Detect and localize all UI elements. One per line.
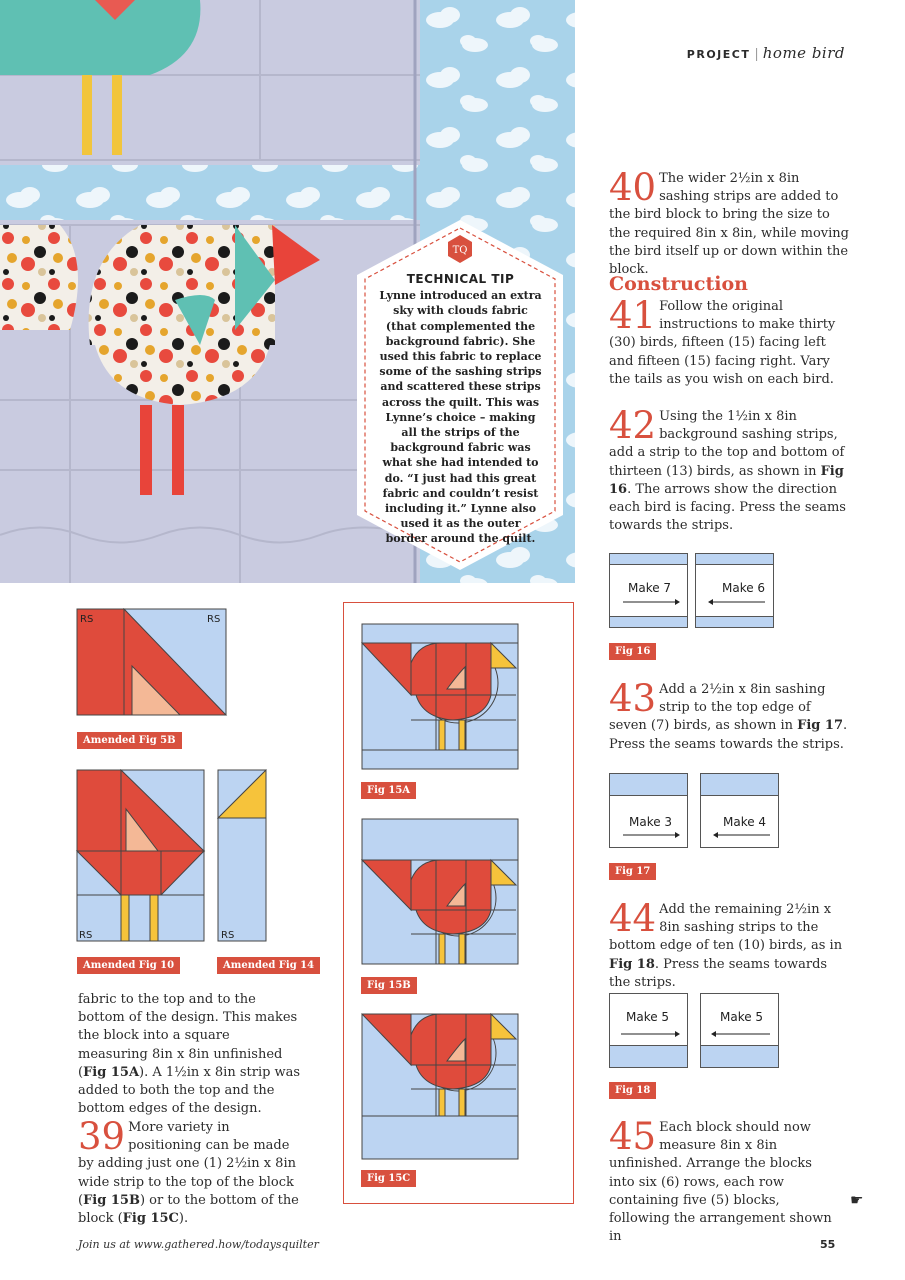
project-title: home bird <box>762 44 845 62</box>
step-text: Follow the original instructions to make thirty (30) birds, fifteen (15) facing left and fifteen (15) facing right. Vary the tails as you wish on each bird. <box>609 299 836 387</box>
step-text-mid: ) or to the bottom of the block ( <box>78 1192 299 1227</box>
step-number: 42 <box>609 404 657 447</box>
fig-14-diagram <box>217 769 269 943</box>
fig16-left-label: Make 7 <box>628 581 672 595</box>
fig-ref: Fig 15A <box>83 1064 140 1080</box>
rs-left: RS <box>80 614 94 625</box>
fig-18-diagram <box>609 993 784 1069</box>
page-header: PROJECT | home bird <box>686 44 845 62</box>
step-text: The wider 2½in x 8in sashing strips are added to the bird block to bring the size to the required 8in x 8in, while moving the bird itself up or down within the block. <box>609 171 849 278</box>
technical-tip <box>378 272 543 547</box>
step-40 <box>609 166 849 279</box>
step-41 <box>609 294 849 389</box>
step-text: Using the 1½in x 8in background sashing strips, add a strip to the top and bottom of thirteen (13) birds, as shown in <box>609 409 845 479</box>
rs-label: RS <box>221 930 235 941</box>
step-number: 41 <box>609 294 657 337</box>
construction-heading: Construction <box>609 273 748 295</box>
fig-ref: Fig 18 <box>609 956 655 972</box>
step-text: Add a 2½in x 8in sashing strip to the top edge of seven (7) birds, as shown in <box>609 682 826 734</box>
step-number: 40 <box>609 166 657 209</box>
fig-17-label: Fig 17 <box>609 863 656 880</box>
step-text-end: ). A 1½in x 8in strip was added to both the top and the bottom edges of the design. <box>78 1064 301 1117</box>
fig-10-label: Amended Fig 10 <box>77 957 180 974</box>
fig-16-diagram <box>609 553 779 629</box>
step-text: Each block should now measure 8in x 8in unfinished. Arrange the blocks into six (6) rows, each row containing five (5) blocks, following the arrangement shown in <box>609 1120 832 1245</box>
fig17-left-label: Make 3 <box>629 815 673 829</box>
step-45 <box>609 1115 841 1246</box>
step-text-end: ). <box>178 1211 189 1227</box>
fig-15a-diagram <box>361 623 521 771</box>
page-number: 55 <box>820 1238 836 1251</box>
step-number: 43 <box>609 677 657 720</box>
fig-18-label: Fig 18 <box>609 1082 656 1099</box>
fig-15b-label: Fig 15B <box>361 977 417 994</box>
step-text: Add the remaining 2½in x 8in sashing strips to the bottom edge of ten (10) birds, as in <box>609 902 843 954</box>
step-39 <box>78 1115 303 1228</box>
step-number: 39 <box>78 1115 126 1158</box>
tip-title: TECHNICAL TIP <box>406 272 515 286</box>
step-text-end: . The arrows show the direction each bird is facing. Press the seams towards the strips. <box>609 481 846 534</box>
fig-ref: Fig 17 <box>797 718 844 734</box>
fig-16-label: Fig 16 <box>609 643 656 660</box>
fig-15c-label: Fig 15C <box>361 1170 416 1187</box>
fig-17-diagram <box>609 773 784 849</box>
fig-ref: Fig 15C <box>122 1211 179 1227</box>
fig-15b-diagram <box>361 818 521 966</box>
fig-5b-diagram <box>76 608 228 718</box>
step-38-continued <box>78 991 303 1118</box>
fig18-right-label: Make 5 <box>720 1010 764 1024</box>
fig17-right-label: Make 4 <box>723 815 767 829</box>
fig-15c-diagram <box>361 1013 521 1161</box>
rs-label: RS <box>79 930 93 941</box>
fig-ref: Fig 15B <box>83 1192 140 1208</box>
fig-10-diagram <box>76 769 206 943</box>
step-text-end: . Press the seams towards the strips. <box>609 718 848 752</box>
rs-right: RS <box>207 614 221 625</box>
fig16-right-label: Make 6 <box>722 581 766 595</box>
fig18-left-label: Make 5 <box>626 1010 670 1024</box>
step-number: 45 <box>609 1115 657 1158</box>
fig-5b-label: Amended Fig 5B <box>77 732 182 749</box>
step-43 <box>609 677 849 754</box>
fig-ref: Fig 16 <box>609 463 844 497</box>
fig-14-label: Amended Fig 14 <box>217 957 320 974</box>
step-44 <box>609 897 849 992</box>
continue-hand-icon: ☛ <box>850 1191 864 1209</box>
footer-site: Join us at www.gathered.how/todaysquilter <box>78 1238 319 1251</box>
tip-body: Lynne introduced an extra sky with clouds fabric (that complemented the background fabric). She used this fabric to replace some of the sashing strips and scattered these strips across the quilt. This was Lynne’s choice – making all the strips of the background fabric was what she had intended to do. “I just had this great fabric and couldn’t resist including it.” Lynne also used it as the outer border around the quilt. <box>379 289 542 546</box>
fig-15a-label: Fig 15A <box>361 782 416 799</box>
step-number: 44 <box>609 897 657 940</box>
tip-badge: TQ <box>452 245 468 256</box>
step-text-end: . Press the seams towards the strips. <box>609 956 828 990</box>
step-text: More variety in positioning can be made by adding just one (1) 2½in x 8in wide strip to the top of the block ( <box>78 1120 296 1208</box>
step-42 <box>609 404 849 535</box>
section-label: PROJECT <box>686 48 751 61</box>
step-text: fabric to the top and to the bottom of the design. This makes the block into a square measuring 8in x 8in unfinished ( <box>78 992 298 1080</box>
